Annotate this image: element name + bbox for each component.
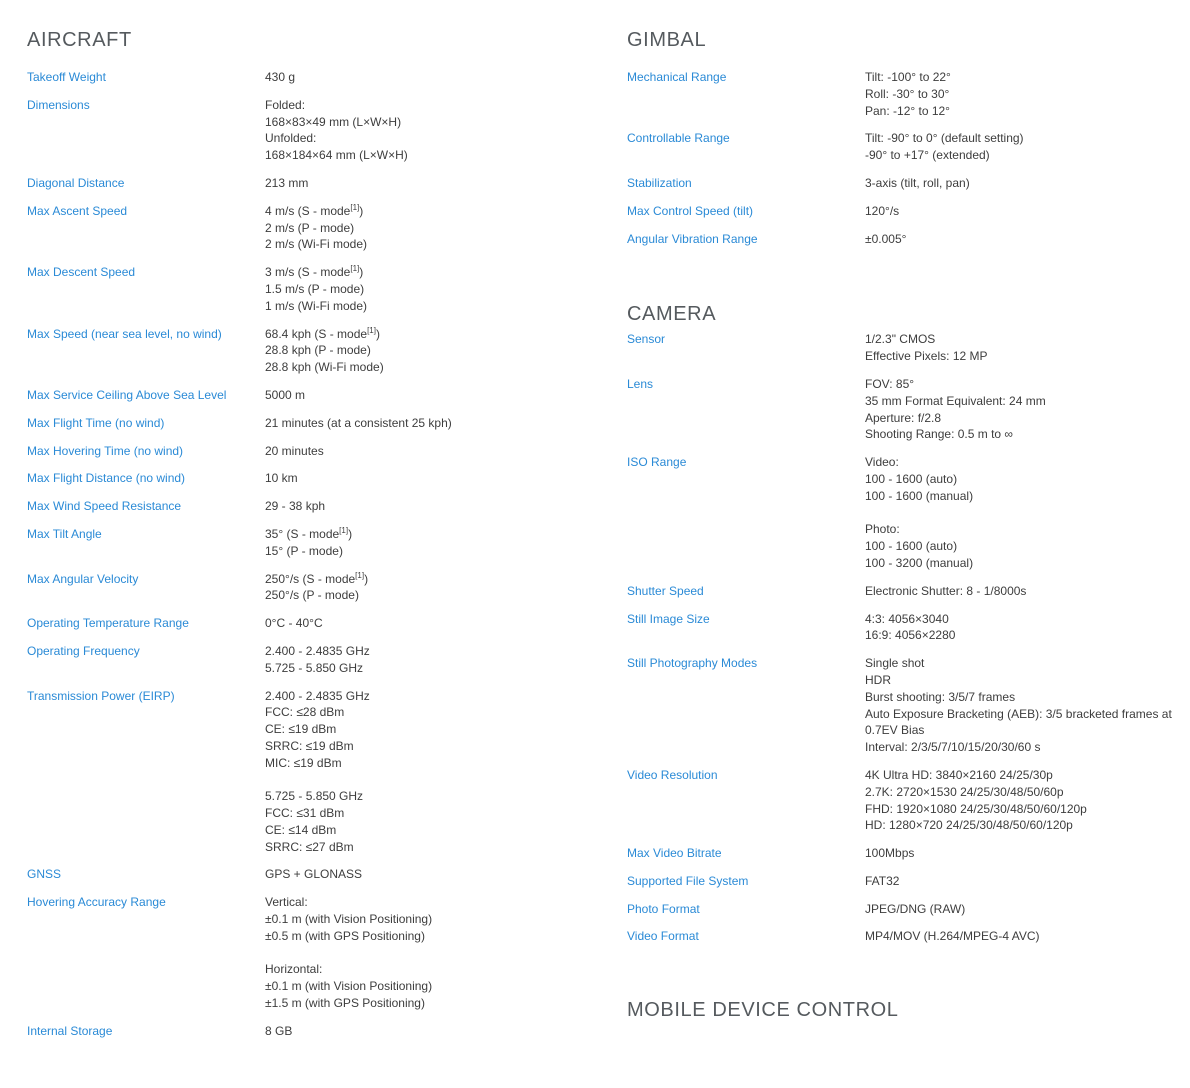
spec-row — [27, 175, 587, 192]
spec-label: Max Speed (near sea level, no wind) — [27, 326, 222, 341]
spec-row — [27, 688, 587, 856]
spec-label: Video Format — [627, 929, 699, 944]
footnote-marker: [1] — [339, 525, 349, 535]
spec-label: Max Flight Time (no wind) — [27, 415, 165, 430]
spec-value: 250°/s (S - mode[1]) 250°/s (P - mode) — [265, 570, 369, 603]
spec-row — [27, 264, 587, 314]
spec-row — [627, 376, 1187, 443]
spec-label: Max Flight Distance (no wind) — [27, 471, 186, 486]
spec-row — [27, 387, 587, 404]
spec-label: Takeoff Weight — [27, 70, 106, 84]
spec-label: Still Photography Modes — [627, 656, 758, 671]
spec-value: MP4/MOV (H.264/MPEG-4 AVC) — [865, 929, 1040, 944]
spec-label: Max Ascent Speed — [27, 203, 128, 218]
spec-value: 2.400 - 2.4835 GHz 5.725 - 5.850 GHz — [265, 643, 370, 675]
spec-value: 3-axis (tilt, roll, pan) — [865, 175, 970, 190]
spec-label: ISO Range — [627, 455, 687, 470]
gimbal-spec-list — [627, 69, 1187, 247]
spec-label: Stabilization — [627, 175, 692, 190]
spec-value: 1/2.3" CMOS Effective Pixels: 12 MP — [865, 332, 988, 364]
camera-section-title: CAMERA — [627, 303, 717, 326]
spec-value: Electronic Shutter: 8 - 1/8000s — [865, 583, 1027, 598]
spec-row — [627, 231, 1187, 248]
spec-value: 213 mm — [265, 175, 309, 190]
spec-value: Folded: 168×83×49 mm (L×W×H) Unfolded: 168×184×64 mm (L×W×H) — [265, 97, 408, 163]
spec-value: Tilt: -100° to 22° Roll: -30° to 30° Pan: -12° to 12° — [865, 70, 951, 118]
spec-row — [627, 611, 1187, 645]
spec-value: 4 m/s (S - mode[1]) 2 m/s (P - mode) 2 m/s (Wi-Fi mode) — [265, 202, 367, 252]
spec-row — [27, 326, 587, 376]
spec-row — [27, 894, 587, 1012]
spec-row — [27, 203, 587, 253]
spec-row — [627, 130, 1187, 164]
spec-row — [27, 69, 587, 86]
footnote-marker: [1] — [350, 264, 360, 274]
spec-row — [627, 175, 1187, 192]
spec-row — [627, 203, 1187, 220]
spec-row — [627, 331, 1187, 365]
spec-label: Dimensions — [27, 97, 90, 112]
spec-row — [627, 69, 1187, 119]
spec-value: 4K Ultra HD: 3840×2160 24/25/30p 2.7K: 2720×1530 24/25/30/48/50/60p FHD: 1920×1080 24/25/30/48/50/60/120p HD: 1280×720 24/25/30/48/50/60/120p — [865, 767, 1087, 833]
spec-label: Supported File System — [627, 873, 749, 888]
spec-label: Max Angular Velocity — [27, 571, 139, 586]
spec-row — [27, 526, 587, 560]
spec-value: 5000 m — [265, 387, 306, 402]
footnote-marker: [1] — [355, 570, 365, 580]
spec-row — [627, 873, 1187, 890]
spec-row — [627, 583, 1187, 600]
footnote-marker: [1] — [367, 325, 376, 335]
spec-row — [27, 415, 587, 432]
spec-label: Max Wind Speed Resistance — [27, 499, 182, 514]
spec-row — [627, 928, 1187, 945]
spec-row — [27, 470, 587, 487]
spec-row — [27, 97, 587, 164]
aircraft-spec-list — [27, 69, 587, 1040]
spec-value: JPEG/DNG (RAW) — [865, 901, 966, 916]
spec-label: Controllable Range — [627, 131, 730, 146]
spec-value: 120°/s — [865, 203, 900, 218]
spec-label: Max Descent Speed — [27, 265, 136, 280]
spec-value: Tilt: -90° to 0° (default setting) -90° to +17° (extended) — [865, 131, 1024, 163]
aircraft-section-title: AIRCRAFT — [27, 29, 132, 51]
spec-label: Video Resolution — [627, 767, 718, 782]
aircraft-column — [27, 0, 587, 1040]
spec-label: Max Service Ceiling Above Sea Level — [27, 387, 227, 402]
spec-value: ±0.005° — [865, 231, 907, 246]
spec-value: FOV: 85° 35 mm Format Equivalent: 24 mm Aperture: f/2.8 Shooting Range: 0.5 m to ∞ — [865, 376, 1046, 442]
spec-label: Max Hovering Time (no wind) — [27, 443, 184, 458]
camera-spec-list — [627, 331, 1187, 945]
spec-value: 0°C - 40°C — [265, 616, 323, 631]
spec-value: 35° (S - mode[1]) 15° (P - mode) — [265, 525, 353, 558]
spec-value: 68.4 kph (S - mode[1]) 28.8 kph (P - mode) 28.8 kph (Wi-Fi mode) — [265, 325, 384, 375]
spec-label: Angular Vibration Range — [627, 231, 758, 246]
spec-value: 20 minutes — [265, 443, 324, 458]
spec-row — [627, 901, 1187, 918]
spec-label: GNSS — [27, 867, 62, 882]
spec-row — [627, 454, 1187, 572]
spec-label: Mechanical Range — [627, 70, 727, 84]
spec-value: 4:3: 4056×3040 16:9: 4056×2280 — [865, 611, 956, 643]
spec-label: Sensor — [627, 332, 666, 347]
spec-label: Still Image Size — [627, 611, 710, 626]
spec-value: 3 m/s (S - mode[1]) 1.5 m/s (P - mode) 1 m/s (Wi-Fi mode) — [265, 264, 367, 313]
right-column — [627, 0, 1187, 1027]
spec-row — [27, 615, 587, 632]
spec-value: FAT32 — [865, 873, 900, 888]
spec-value: Single shot HDR Burst shooting: 3/5/7 frames Auto Exposure Bracketing (AEB): 3/5 bracketed frames at 0.7EV Bias Interval: 2/3/5/7/10/15/20/30/60 s — [865, 656, 1172, 755]
spec-row — [627, 845, 1187, 862]
spec-label: Transmission Power (EIRP) — [27, 688, 175, 703]
spec-row — [27, 498, 587, 515]
spec-value: 2.400 - 2.4835 GHz FCC: ≤28 dBm CE: ≤19 dBm SRRC: ≤19 dBm MIC: ≤19 dBm 5.725 - 5.850 GHz FCC: ≤31 dBm CE: ≤14 dBm SRRC: ≤27 dBm — [265, 688, 370, 854]
spec-row — [27, 443, 587, 460]
spec-row — [27, 571, 587, 605]
spec-label: Max Video Bitrate — [627, 846, 722, 861]
gimbal-section-title: GIMBAL — [627, 29, 707, 51]
spec-label: Diagonal Distance — [27, 175, 125, 190]
spec-value: 10 km — [265, 471, 298, 486]
spec-value: 430 g — [265, 70, 296, 84]
spec-label: Internal Storage — [27, 1023, 113, 1038]
spec-label: Operating Temperature Range — [27, 616, 189, 631]
spec-value: 100Mbps — [865, 846, 915, 861]
spec-label: Lens — [627, 376, 654, 391]
spec-row — [627, 655, 1187, 756]
footnote-marker: [1] — [350, 202, 360, 212]
spec-value: 8 GB — [265, 1023, 293, 1038]
spec-row — [27, 643, 587, 677]
spec-row — [627, 767, 1187, 834]
spec-value: GPS + GLONASS — [265, 867, 363, 882]
spec-row — [27, 1023, 587, 1040]
spec-value: Vertical: ±0.1 m (with Vision Positioning) ±0.5 m (with GPS Positioning) Horizontal: ±0.1 m (with Vision Positioning) ±1.5 m (with GPS Positioning) — [265, 895, 433, 1011]
spec-value: Video: 100 - 1600 (auto) 100 - 1600 (manual) Photo: 100 - 1600 (auto) 100 - 3200 (manual) — [865, 455, 974, 570]
spec-value: 21 minutes (at a consistent 25 kph) — [265, 415, 452, 430]
spec-label: Max Control Speed (tilt) — [627, 203, 754, 218]
spec-label: Hovering Accuracy Range — [27, 895, 166, 910]
mobile-device-control-section-title: MOBILE DEVICE CONTROL — [627, 999, 899, 1022]
spec-label: Photo Format — [627, 901, 700, 916]
spec-value: 29 - 38 kph — [265, 499, 326, 514]
spec-row — [27, 866, 587, 883]
spec-label: Operating Frequency — [27, 643, 140, 658]
spec-label: Max Tilt Angle — [27, 526, 102, 541]
spec-label: Shutter Speed — [627, 583, 704, 598]
